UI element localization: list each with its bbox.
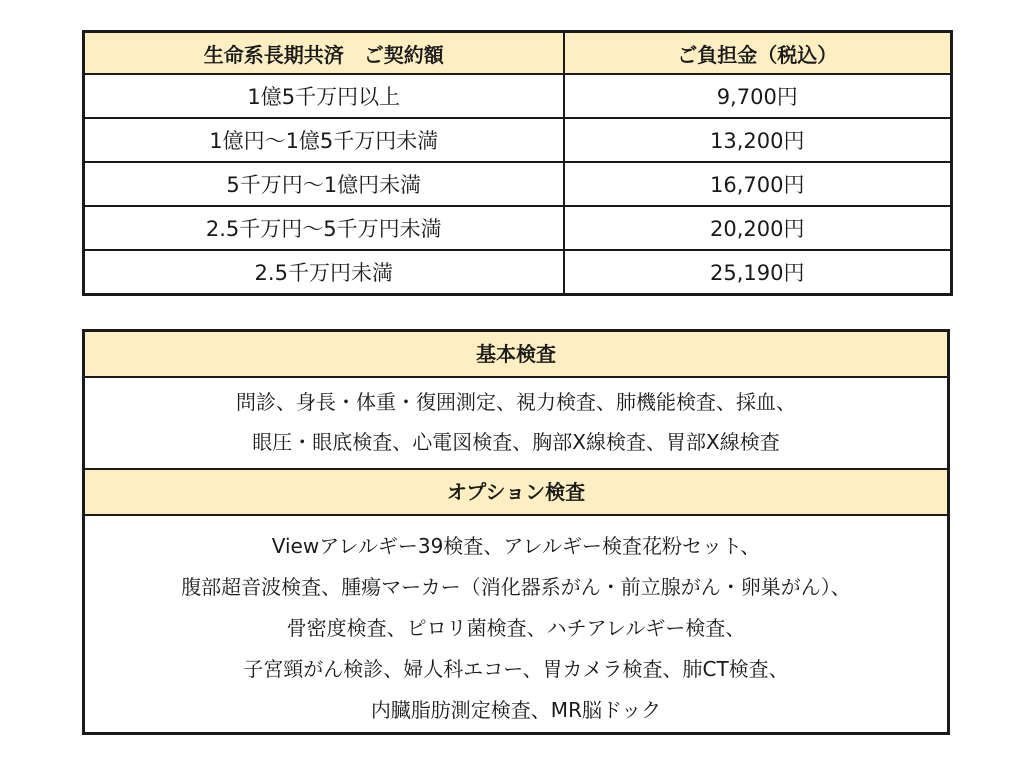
exam-box bbox=[82, 329, 950, 735]
basic-exam-header: 基本検査 bbox=[85, 332, 947, 378]
table-row bbox=[84, 250, 952, 295]
fee-cell: 9,700円 bbox=[564, 74, 952, 118]
fee-table-header-row bbox=[84, 32, 952, 75]
header-fee: ご負担金（税込） bbox=[564, 32, 952, 75]
option-exam-line: 腹部超音波検査、腫瘍マーカー（消化器系がん・前立腺がん・卵巣がん）、 bbox=[181, 575, 851, 599]
table-row bbox=[84, 118, 952, 162]
contract-amount-cell: 5千万円～1億円未満 bbox=[84, 162, 564, 206]
contract-amount-cell: 2.5千万円未満 bbox=[84, 250, 564, 295]
option-exam-header: オプション検査 bbox=[85, 470, 947, 516]
option-exam-line: 骨密度検査、ピロリ菌検査、ハチアレルギー検査、 bbox=[286, 616, 746, 640]
table-row bbox=[84, 74, 952, 118]
fee-cell: 16,700円 bbox=[564, 162, 952, 206]
option-exam-line: 子宮頸がん検診、婦人科エコー、胃カメラ検査、肺CT検査、 bbox=[243, 657, 789, 681]
basic-exam-line: 眼圧・眼底検査、心電図検査、胸部X線検査、胃部X線検査 bbox=[252, 430, 780, 454]
table-row bbox=[84, 206, 952, 250]
contract-amount-cell: 1億円～1億5千万円未満 bbox=[84, 118, 564, 162]
fee-table bbox=[82, 30, 953, 296]
header-contract-amount: 生命系長期共済 ご契約額 bbox=[84, 32, 564, 75]
option-exam-line: Viewアレルギー39検査、アレルギー検査花粉セット、 bbox=[271, 534, 761, 558]
basic-exam-line: 問診、身長・体重・復囲測定、視力検査、肺機能検査、採血、 bbox=[236, 390, 796, 414]
table-row bbox=[84, 162, 952, 206]
contract-amount-cell: 2.5千万円～5千万円未満 bbox=[84, 206, 564, 250]
option-exam-body bbox=[85, 516, 947, 731]
basic-exam-body bbox=[85, 378, 947, 470]
fee-cell: 13,200円 bbox=[564, 118, 952, 162]
fee-cell: 20,200円 bbox=[564, 206, 952, 250]
fee-cell: 25,190円 bbox=[564, 250, 952, 295]
contract-amount-cell: 1億5千万円以上 bbox=[84, 74, 564, 118]
option-exam-line: 内臓脂肪測定検査、MR脳ドック bbox=[370, 698, 662, 722]
